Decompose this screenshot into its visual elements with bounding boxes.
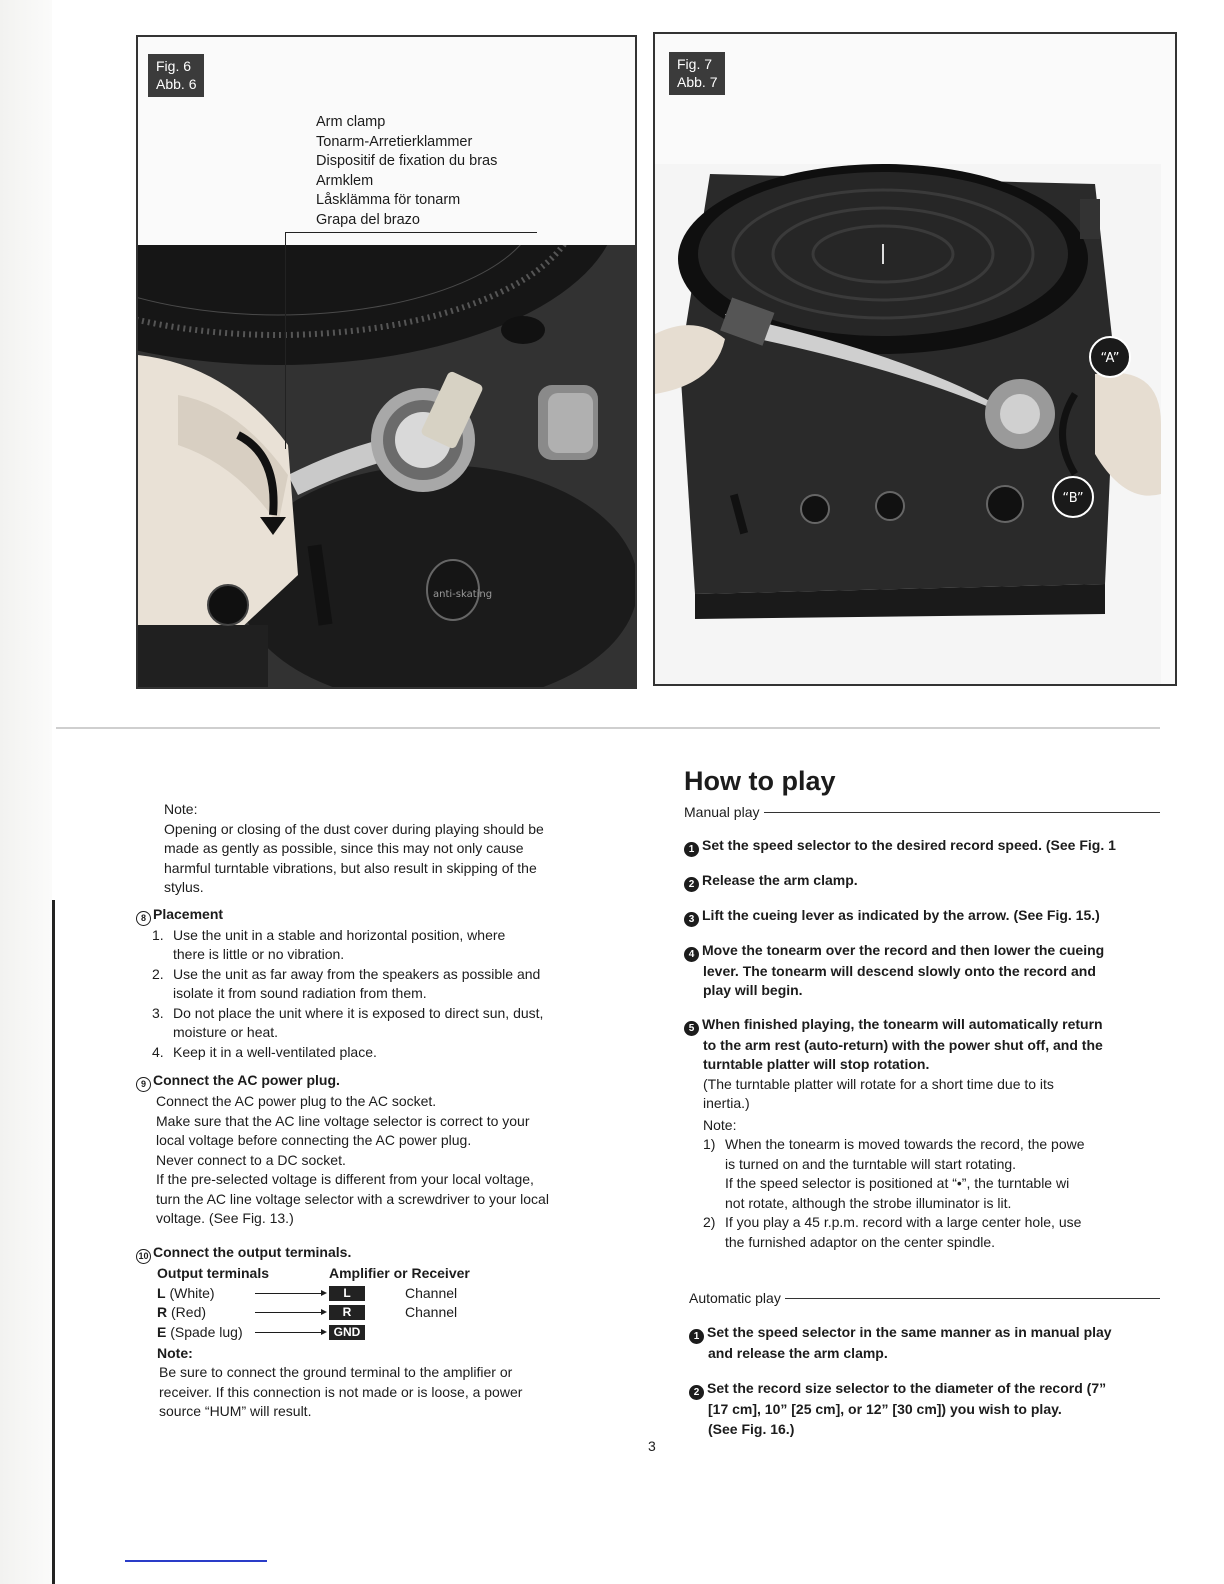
- body-line: turn the AC line voltage selector with a screwdriver to your local: [156, 1190, 549, 1207]
- output-section: [136, 1243, 656, 1422]
- item-number: 1.: [152, 926, 164, 943]
- step-marker: 10: [136, 1249, 151, 1264]
- note-line: When the tonearm is moved towards the record, the powe: [725, 1136, 1085, 1152]
- tonearm-illustration: [138, 245, 635, 687]
- step-marker: 4: [684, 947, 699, 962]
- terminal-letter: R: [157, 1304, 168, 1320]
- item-line: Use the unit in a stable and horizontal position, where: [173, 926, 506, 943]
- body-line: Connect the AC power plug to the AC socket.: [156, 1093, 437, 1109]
- right-text-column: [684, 764, 1160, 1439]
- callout-line: Armklem: [316, 172, 374, 189]
- figure-7: [653, 32, 1177, 686]
- step-line: and release the arm clamp.: [708, 1344, 888, 1361]
- figure-7-tag: [669, 52, 725, 95]
- step-line: [17 cm], 10” [25 cm], or 12” [30 cm]) you wish to play.: [708, 1401, 1062, 1417]
- step-marker: 5: [684, 1021, 699, 1036]
- item-line: Use the unit as far away from the speakers as possible and: [173, 965, 541, 982]
- ac-plug-section: [136, 1071, 656, 1229]
- arrow-icon: [255, 1293, 325, 1294]
- step-marker: 2: [684, 877, 699, 892]
- note-line: not rotate, although the strobe illuminator is lit.: [725, 1194, 1012, 1211]
- terminal-badge: L: [329, 1286, 365, 1301]
- note-line: Opening or closing of the dust cover during playing should be: [164, 820, 544, 837]
- placement-section: [136, 905, 656, 1063]
- notes-block: [684, 1116, 1160, 1253]
- note-line: If you play a 45 r.p.m. record with a large center hole, use: [725, 1214, 1082, 1230]
- placement-title: Placement: [153, 905, 224, 922]
- terminal-letter: E: [157, 1323, 167, 1340]
- callout-leader-horizontal: [285, 232, 537, 233]
- callout-line: Dispositif de fixation du bras: [316, 153, 498, 169]
- placement-item: [136, 1004, 656, 1043]
- manual-step: [684, 1015, 1160, 1114]
- left-text-column: [136, 800, 656, 1422]
- step-marker: 2: [689, 1385, 704, 1400]
- terminal-color: (White): [165, 1284, 215, 1301]
- body-line: local voltage before connecting the AC power plug.: [156, 1132, 472, 1148]
- terminal-row: [157, 1284, 557, 1304]
- turntable-photo: [655, 164, 1161, 684]
- output-note-line: source “HUM” will result.: [159, 1403, 312, 1419]
- output-note-line: Be sure to connect the ground terminal to the amplifier or: [159, 1364, 513, 1380]
- terminal-color: (Red): [167, 1304, 207, 1320]
- output-terminals-header: Output terminals: [157, 1264, 270, 1281]
- item-number: 3.: [152, 1004, 164, 1021]
- step-line: Set the speed selector to the desired record speed. (See Fig. 1: [702, 836, 1116, 853]
- figure-6: [136, 35, 637, 689]
- figure-6-tag: [148, 54, 204, 97]
- step-line: turntable platter will stop rotation.: [703, 1056, 930, 1072]
- body-line: voltage. (See Fig. 13.): [156, 1210, 294, 1226]
- manual-play-heading: [684, 803, 1160, 823]
- note-line: made as gently as possible, since this may not only cause: [164, 840, 524, 856]
- manual-step: [684, 906, 1160, 927]
- note-line: is turned on and the turntable will start rotating.: [725, 1155, 1017, 1172]
- page-left-margin: [0, 0, 52, 1584]
- terminal-color: (Spade lug): [166, 1323, 243, 1340]
- output-heading: [136, 1243, 656, 1264]
- placement-item: [136, 1043, 656, 1063]
- heading-rule: [785, 1298, 1160, 1299]
- note-number: 1): [703, 1136, 716, 1152]
- item-line: there is little or no vibration.: [173, 946, 345, 962]
- note-line: If the speed selector is positioned at “•”, the turntable wi: [725, 1175, 1070, 1191]
- figure-6-label-de: Abb. 6: [156, 76, 197, 92]
- item-number: 2.: [152, 965, 164, 982]
- arm-clamp-callout: [316, 113, 497, 230]
- terminal-row: [157, 1303, 557, 1323]
- tonearm-photo: [138, 245, 635, 687]
- direction-label-a: “A”: [1100, 351, 1120, 366]
- arrow-icon: [255, 1312, 325, 1313]
- manual-play-title: Manual play: [684, 804, 760, 820]
- note-line: stylus.: [164, 879, 204, 895]
- heading-rule: [764, 812, 1161, 813]
- step-line: play will begin.: [703, 982, 803, 998]
- note-line: the furnished adaptor on the center spindle.: [725, 1233, 996, 1250]
- placement-item: [136, 965, 656, 1004]
- item-line: isolate it from sound radiation from them.: [173, 985, 427, 1001]
- step-line: (See Fig. 16.): [708, 1420, 795, 1437]
- terminal-badge: R: [329, 1305, 365, 1320]
- arrow-icon: [255, 1332, 325, 1333]
- note-number: 2): [703, 1214, 716, 1230]
- terminal-table-header: [157, 1264, 656, 1284]
- figure-7-label-en: Fig. 7: [677, 56, 713, 72]
- terminal-letter: L: [157, 1284, 166, 1301]
- figure-6-label-en: Fig. 6: [156, 58, 192, 74]
- note-item: [703, 1135, 1160, 1213]
- auto-step: [684, 1379, 1160, 1439]
- note-item: [703, 1213, 1160, 1252]
- item-line: Keep it in a well-ventilated place.: [173, 1043, 377, 1060]
- ac-plug-heading: [136, 1071, 656, 1092]
- callout-line: Grapa del brazo: [316, 211, 420, 228]
- step-marker: 3: [684, 912, 699, 927]
- notes-title: Note:: [703, 1116, 737, 1133]
- item-line: Do not place the unit where it is exposed to direct sun, dust,: [173, 1004, 544, 1021]
- ac-plug-title: Connect the AC power plug.: [153, 1072, 340, 1088]
- page-title: How to play: [684, 766, 836, 796]
- body-line: Make sure that the AC line voltage selector is correct to your: [156, 1112, 530, 1129]
- callout-leader-vertical: [285, 232, 286, 449]
- footer-link-underline[interactable]: [125, 1560, 267, 1562]
- callout-line: Låsklämma för tonarm: [316, 192, 461, 208]
- placement-item: [136, 926, 656, 965]
- callout-line: Tonarm-Arretierklammer: [316, 133, 473, 150]
- step-marker: 9: [136, 1077, 151, 1092]
- terminal-badge: GND: [329, 1325, 365, 1340]
- output-note-title: Note:: [157, 1344, 193, 1361]
- terminal-row: [157, 1323, 557, 1343]
- item-line: moisture or heat.: [173, 1024, 279, 1040]
- step-line: When finished playing, the tonearm will automatically return: [702, 1015, 1103, 1032]
- step-line: Release the arm clamp.: [702, 871, 858, 888]
- note-block: [136, 800, 656, 898]
- item-number: 4.: [152, 1043, 164, 1060]
- terminal-table: [157, 1284, 656, 1344]
- step-marker: 1: [684, 842, 699, 857]
- figure-7-label-de: Abb. 7: [677, 74, 718, 90]
- step-marker: 8: [136, 911, 151, 926]
- turntable-illustration: [655, 164, 1161, 684]
- step-line: to the arm rest (auto-return) with the power shut off, and the: [703, 1036, 1103, 1053]
- step-line: lever. The tonearm will descend slowly onto the record and: [703, 962, 1096, 979]
- step-line: Set the record size selector to the diameter of the record (7”: [707, 1380, 1107, 1396]
- manual-step: [684, 941, 1160, 1001]
- automatic-play-heading: [684, 1289, 1160, 1309]
- automatic-play-title: Automatic play: [689, 1290, 781, 1306]
- note-title: Note:: [164, 801, 198, 817]
- step-extra-line: inertia.): [703, 1095, 750, 1111]
- step-line: Lift the cueing lever as indicated by the arrow. (See Fig. 15.): [702, 906, 1100, 923]
- step-line: Set the speed selector in the same manner as in manual play: [707, 1323, 1112, 1340]
- placement-heading: [136, 905, 656, 926]
- callout-line: Arm clamp: [316, 114, 386, 130]
- ac-plug-body: [136, 1092, 656, 1229]
- section-divider: [56, 727, 1160, 729]
- output-body: [136, 1264, 656, 1422]
- channel-label: Channel: [405, 1304, 458, 1320]
- body-line: Never connect to a DC socket.: [156, 1151, 346, 1168]
- body-line: If the pre-selected voltage is different from your local voltage,: [156, 1171, 534, 1187]
- channel-label: Channel: [405, 1284, 458, 1301]
- step-line: Move the tonearm over the record and then lower the cueing: [702, 941, 1105, 958]
- auto-step: [684, 1323, 1160, 1364]
- anti-skating-dial-label: anti-skating: [433, 589, 493, 600]
- step-marker: 1: [689, 1329, 704, 1344]
- step-extra-line: (The turntable platter will rotate for a short time due to its: [703, 1075, 1054, 1092]
- binding-edge: [52, 900, 55, 1584]
- direction-label-b: “B”: [1062, 491, 1084, 506]
- output-title: Connect the output terminals.: [153, 1243, 352, 1260]
- page-number: 3: [648, 1438, 656, 1454]
- note-line: harmful turntable vibrations, but also result in skipping of the: [164, 859, 537, 876]
- manual-step: [684, 871, 1160, 892]
- manual-step: [684, 836, 1160, 857]
- output-note-line: receiver. If this connection is not made or is loose, a power: [159, 1383, 523, 1400]
- amplifier-header: Amplifier or Receiver: [329, 1264, 470, 1281]
